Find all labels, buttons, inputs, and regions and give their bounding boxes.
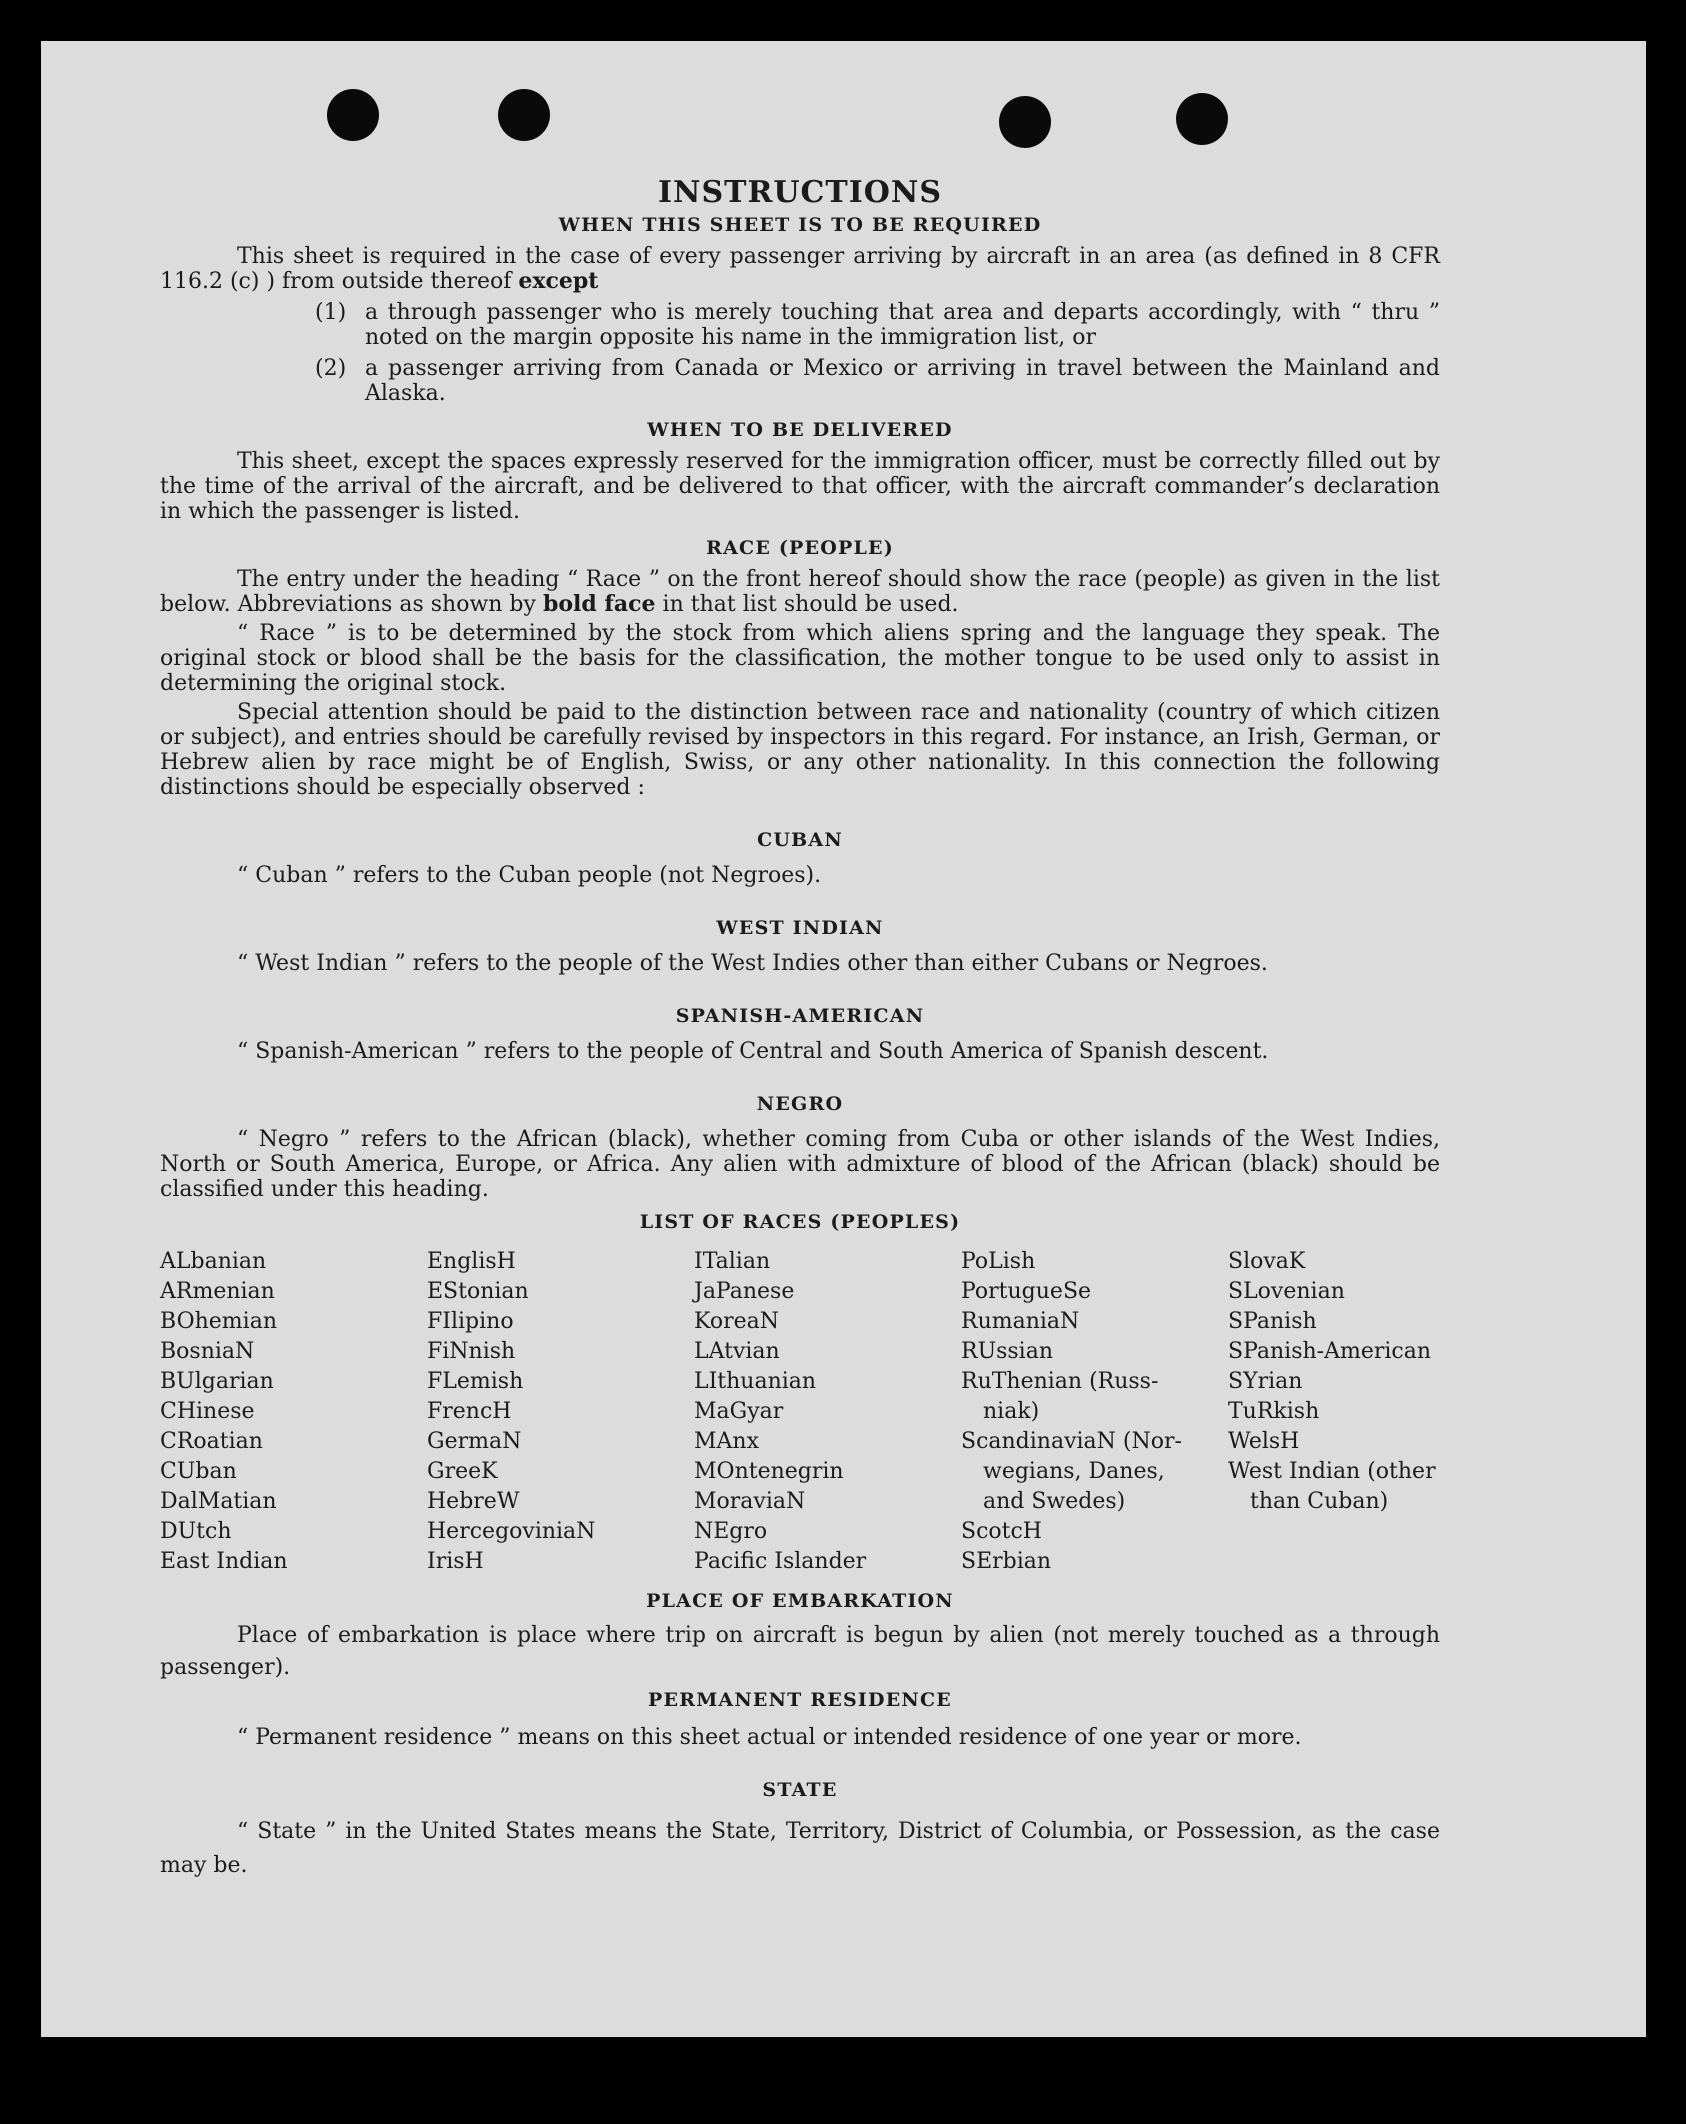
race-paragraph-1: The entry under the heading “ Race ” on the front hereof should show the race (people) as given in the list below. Abbreviations as shown by bold face in that list should be used. bbox=[160, 567, 1440, 617]
race-entry: BUlgarian bbox=[160, 1369, 274, 1394]
race-entry-continuation: and Swedes) bbox=[983, 1489, 1126, 1514]
race-entry: WelsH bbox=[1228, 1429, 1300, 1454]
race-entry: MaGyar bbox=[694, 1399, 784, 1424]
race-entry: BOhemian bbox=[160, 1309, 277, 1334]
races-column bbox=[427, 1247, 694, 1577]
cuban-text: “ Cuban ” refers to the Cuban people (not Negroes). bbox=[237, 863, 822, 888]
punch-hole bbox=[498, 89, 550, 141]
race-entry: JaPanese bbox=[694, 1279, 795, 1304]
race-entry: SYrian bbox=[1228, 1369, 1303, 1394]
west-indian-text: “ West Indian ” refers to the people of the West Indies other than either Cubans or Negroes. bbox=[237, 951, 1268, 976]
race-entry: IrisH bbox=[427, 1549, 484, 1574]
race-entry: TuRkish bbox=[1228, 1399, 1320, 1424]
race-entry: MoraviaN bbox=[694, 1489, 806, 1514]
race-entry: RUssian bbox=[961, 1339, 1054, 1364]
race-entry: PortugueSe bbox=[961, 1279, 1092, 1304]
section-heading-delivered: WHEN TO BE DELIVERED bbox=[647, 419, 953, 441]
section-heading-embarkation: PLACE OF EMBARKATION bbox=[646, 1590, 954, 1612]
race-entry: West Indian (other bbox=[1228, 1459, 1436, 1484]
item-number: (2) bbox=[315, 356, 347, 381]
race-entry: LIthuanian bbox=[694, 1369, 817, 1394]
section-heading-west-indian: WEST INDIAN bbox=[716, 917, 884, 939]
race-entry: DalMatian bbox=[160, 1489, 277, 1514]
race-entry: SlovaK bbox=[1228, 1249, 1306, 1274]
race-entry: HebreW bbox=[427, 1489, 520, 1514]
item-text: a passenger arriving from Canada or Mexico or arriving in travel between the Mainland and Alaska. bbox=[365, 356, 1440, 406]
race-entry-continuation: than Cuban) bbox=[1250, 1489, 1389, 1514]
negro-text: “ Negro ” refers to the African (black), whether coming from Cuba or other islands of the West Indies, North or South America, Europe, or Africa. Any alien with admixture of blood of the African (black) should be classified under this heading. bbox=[160, 1127, 1440, 1202]
race-entry: ARmenian bbox=[160, 1279, 275, 1304]
delivered-paragraph: This sheet, except the spaces expressly reserved for the immigration officer, must be correctly filled out by the time of the arrival of the aircraft, and be delivered to that officer, with the aircraft commander’s declaration in which the passenger is listed. bbox=[160, 449, 1440, 524]
race-entry: FiNnish bbox=[427, 1339, 516, 1364]
section-heading-races-list: LIST OF RACES (PEOPLES) bbox=[639, 1211, 961, 1233]
race-entry: FrencH bbox=[427, 1399, 512, 1424]
race-entry: EStonian bbox=[427, 1279, 529, 1304]
item-text: a through passenger who is merely touching that area and departs accordingly, with “ thru ” noted on the margin opposite his name in the immigration list, or bbox=[365, 300, 1440, 350]
state-text: “ State ” in the United States means the State, Territory, District of Columbia, or Possession, as the case may be. bbox=[160, 1819, 1440, 1878]
race-entry: ScandinaviaN (Nor- bbox=[961, 1429, 1182, 1454]
race-entry: RuThenian (Russ- bbox=[961, 1369, 1159, 1394]
race-entry: FIlipino bbox=[427, 1309, 514, 1334]
race-entry: BosniaN bbox=[160, 1339, 255, 1364]
race-entry: ScotcH bbox=[961, 1519, 1042, 1544]
race-entry: CHinese bbox=[160, 1399, 255, 1424]
section-heading-negro: NEGRO bbox=[756, 1093, 844, 1115]
race-entry: LAtvian bbox=[694, 1339, 780, 1364]
residence-text: “ Permanent residence ” means on this sheet actual or intended residence of one year or more. bbox=[237, 1725, 1302, 1750]
race-entry: CUban bbox=[160, 1459, 237, 1484]
section-heading-required: WHEN THIS SHEET IS TO BE REQUIRED bbox=[558, 214, 1042, 236]
race-entry: MOntenegrin bbox=[694, 1459, 844, 1484]
item-number: (1) bbox=[315, 300, 347, 325]
exception-item bbox=[315, 356, 1440, 406]
race-entry: ALbanian bbox=[160, 1249, 267, 1274]
page-title: INSTRUCTIONS bbox=[658, 175, 942, 210]
race-entry: SErbian bbox=[961, 1549, 1052, 1574]
race-entry: GermaN bbox=[427, 1429, 522, 1454]
section-heading-spanish-american: SPANISH-AMERICAN bbox=[675, 1005, 925, 1027]
race-entry: SPanish bbox=[1228, 1309, 1317, 1334]
race-entry: Pacific Islander bbox=[694, 1549, 867, 1574]
race-entry-continuation: niak) bbox=[983, 1399, 1040, 1424]
race-entry: EnglisH bbox=[427, 1249, 516, 1274]
race-paragraph-2: “ Race ” is to be determined by the stock from which aliens spring and the language they speak. The original stock or blood shall be the basis for the classification, the mother tongue to be used only to assist in determining the original stock. bbox=[160, 621, 1440, 696]
races-column bbox=[961, 1247, 1228, 1577]
races-column bbox=[160, 1247, 427, 1577]
race-entry: HercegoviniaN bbox=[427, 1519, 596, 1544]
races-column bbox=[1228, 1247, 1495, 1577]
race-entry: PoLish bbox=[961, 1249, 1036, 1274]
races-list bbox=[160, 1247, 1440, 1577]
embarkation-text: Place of embarkation is place where trip on aircraft is begun by alien (not merely touched as a through passenger). bbox=[160, 1623, 1440, 1680]
race-entry: SLovenian bbox=[1228, 1279, 1345, 1304]
races-column bbox=[694, 1247, 961, 1577]
required-paragraph: This sheet is required in the case of every passenger arriving by aircraft in an area (as defined in 8 CFR 116.2 (c) ) from outside thereof except bbox=[160, 244, 1440, 294]
race-entry: MAnx bbox=[694, 1429, 759, 1454]
race-entry: GreeK bbox=[427, 1459, 498, 1484]
race-entry-continuation: wegians, Danes, bbox=[983, 1459, 1165, 1484]
document-content bbox=[160, 135, 1440, 1887]
section-heading-race: RACE (PEOPLE) bbox=[706, 537, 894, 559]
race-entry: FLemish bbox=[427, 1369, 524, 1394]
spanish-american-text: “ Spanish-American ” refers to the people of Central and South America of Spanish descent. bbox=[237, 1039, 1269, 1064]
exception-item bbox=[315, 300, 1440, 350]
punch-hole bbox=[327, 89, 379, 141]
race-entry: SPanish-American bbox=[1228, 1339, 1432, 1364]
race-entry: DUtch bbox=[160, 1519, 232, 1544]
race-entry: ITalian bbox=[694, 1249, 771, 1274]
race-paragraph-3: Special attention should be paid to the distinction between race and nationality (country of which citizen or subject), and entries should be carefully revised by inspectors in this regard. For instance, an Irish, German, or Hebrew alien by race might be of English, Swiss, or any other nationality. In this connection the following distinctions should be especially observed : bbox=[160, 700, 1440, 800]
race-entry: NEgro bbox=[694, 1519, 768, 1544]
section-heading-residence: PERMANENT RESIDENCE bbox=[648, 1689, 952, 1711]
race-entry: KoreaN bbox=[694, 1309, 779, 1334]
race-entry: RumaniaN bbox=[961, 1309, 1080, 1334]
race-entry: CRoatian bbox=[160, 1429, 263, 1454]
section-heading-cuban: CUBAN bbox=[757, 829, 843, 851]
section-heading-state: STATE bbox=[762, 1779, 838, 1801]
race-entry: East Indian bbox=[160, 1549, 288, 1574]
